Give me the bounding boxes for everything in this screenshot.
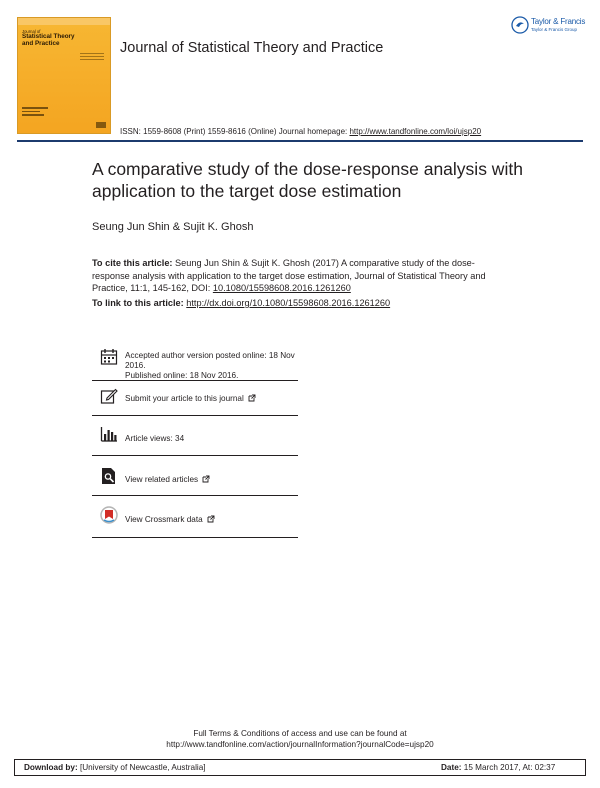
downloaded-by xyxy=(24,763,206,772)
download-date-label: Date: xyxy=(441,763,462,772)
cover-title-line2: Statistical Theory xyxy=(22,33,75,40)
download-date xyxy=(441,763,555,772)
publication-dates xyxy=(125,351,297,381)
article-title: A comparative study of the dose-response analysis with application to the target dose estimation xyxy=(92,159,523,201)
issn-line xyxy=(120,127,481,136)
downloaded-by-label: Download by: xyxy=(24,763,78,772)
access-terms xyxy=(0,729,600,750)
article-link-line xyxy=(92,298,390,308)
submit-article-row[interactable] xyxy=(92,381,298,416)
journal-homepage-link[interactable]: http://www.tandfonline.com/loi/ujsp20 xyxy=(349,127,482,136)
article-views-row xyxy=(92,416,298,456)
related-articles-label: View related articles xyxy=(125,475,199,484)
issn-text: ISSN: 1559-8608 (Print) 1559-8616 (Online) Journal homepage: xyxy=(120,127,350,136)
cover-title-line1: Journal of xyxy=(22,29,41,34)
bar-chart-icon xyxy=(100,425,118,443)
journal-cover-image xyxy=(17,17,111,134)
crossmark-row[interactable] xyxy=(92,496,298,538)
crossmark-link[interactable] xyxy=(125,515,215,525)
access-terms-line1: Full Terms & Conditions of access and use can be found at xyxy=(193,729,407,738)
publisher-logo-icon xyxy=(511,16,529,34)
publication-dates-row xyxy=(92,346,298,381)
article-link[interactable]: http://dx.doi.org/10.1080/15598608.2016.1261260 xyxy=(186,298,391,308)
citation-label: To cite this article: xyxy=(92,258,173,268)
access-terms-link[interactable]: http://www.tandfonline.com/action/journalInformation?journalCode=ujsp20 xyxy=(166,739,434,749)
submit-article-label: Submit your article to this journal xyxy=(125,394,244,403)
external-link-icon xyxy=(248,394,256,402)
cover-title xyxy=(22,29,80,47)
cover-text-lines xyxy=(80,53,104,65)
publisher-logo[interactable] xyxy=(511,14,586,36)
submit-article-link[interactable] xyxy=(125,394,256,404)
accepted-date: Accepted author version posted online: 18 Nov 2016. xyxy=(125,351,295,370)
article-link-label: To link to this article: xyxy=(92,298,187,308)
journal-title: Journal of Statistical Theory and Practice xyxy=(120,40,384,56)
search-document-icon xyxy=(100,467,118,485)
published-date: Published online: 18 Nov 2016. xyxy=(125,371,239,380)
cover-top-strip xyxy=(18,18,110,25)
edit-icon xyxy=(100,387,118,405)
article-info-panel xyxy=(92,346,298,538)
external-link-icon xyxy=(202,475,210,483)
related-articles-row[interactable] xyxy=(92,456,298,496)
external-link-icon xyxy=(207,515,215,523)
calendar-icon xyxy=(100,348,118,366)
download-date-value: 15 March 2017, At: 02:37 xyxy=(461,763,556,772)
article-views: Article views: 34 xyxy=(125,434,185,443)
citation-block xyxy=(92,257,512,295)
crossmark-icon xyxy=(100,506,118,524)
header-divider xyxy=(17,140,583,142)
doi-link[interactable]: 10.1080/15598608.2016.1261260 xyxy=(212,283,351,294)
downloaded-by-value: [University of Newcastle, Australia] xyxy=(77,763,206,772)
cover-title-line3: and Practice xyxy=(22,39,60,47)
crossmark-label: View Crossmark data xyxy=(125,515,203,524)
article-authors: Seung Jun Shin & Sujit K. Ghosh xyxy=(92,221,254,233)
citation-text: Seung Jun Shin & Sujit K. Ghosh (2017) A comparative study of the dose-response analysis with application to the target dose estimation, Journal of Statistical Theory and Practice, 11:1, 145-162, DOI: xyxy=(92,258,486,294)
publisher-name: Taylor & Francis xyxy=(531,17,586,26)
related-articles-link[interactable] xyxy=(125,475,210,485)
download-info-box xyxy=(14,759,586,776)
publisher-subtitle: Taylor & Francis Group xyxy=(531,27,578,32)
cover-publisher-logo xyxy=(96,122,106,128)
